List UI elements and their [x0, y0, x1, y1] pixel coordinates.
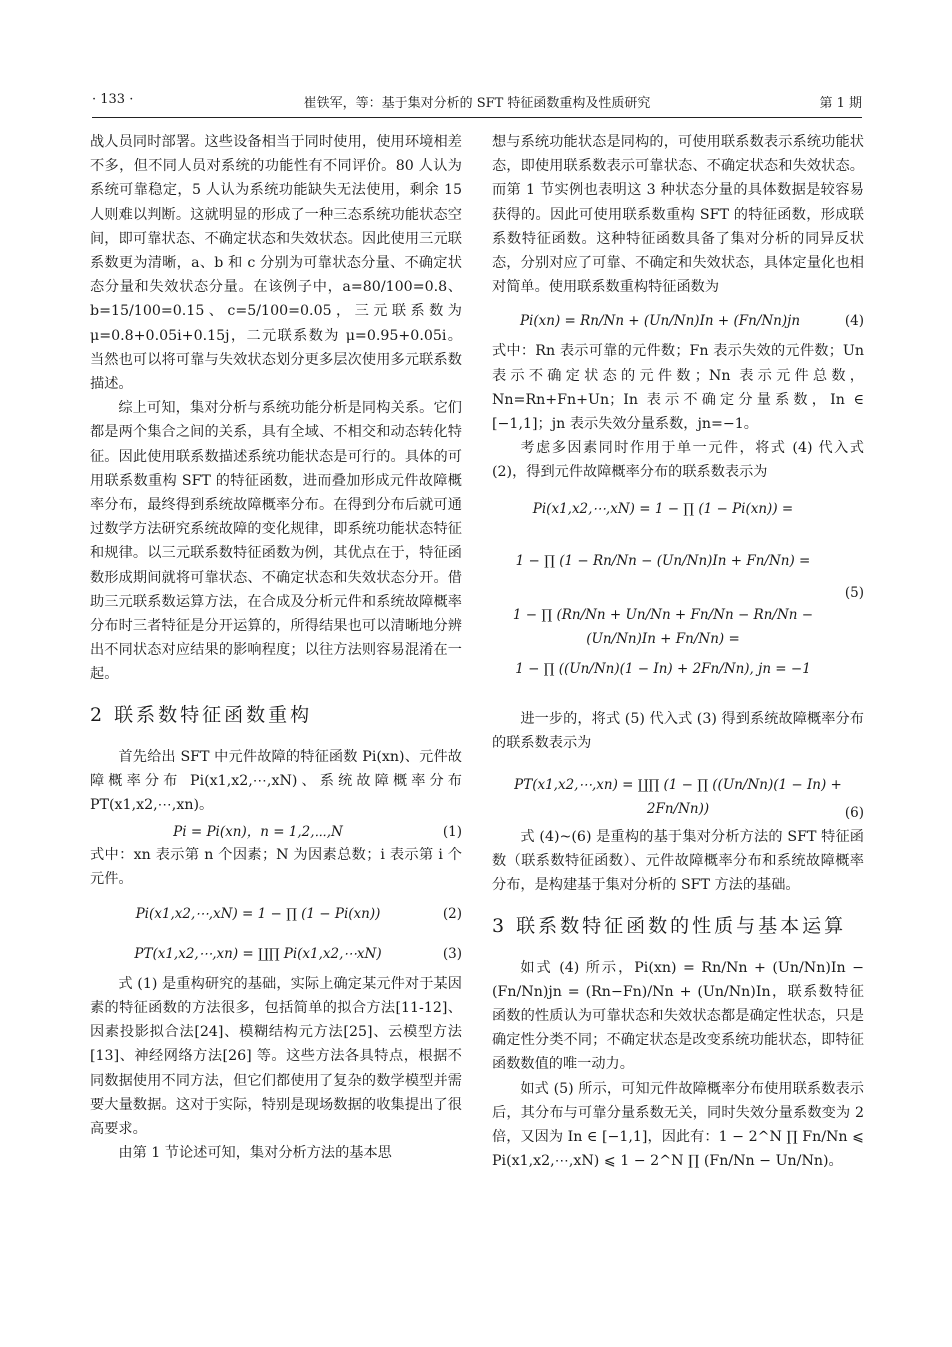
paragraph: 式中：xn 表示第 n 个因素；N 为因素总数；i 表示第 i 个元件。	[90, 847, 462, 888]
equation-line: 1 − ∏ (Rn/Nn + Un/Nn + Fn/Nn − Rn/Nn − (Un/Nn)In + Fn/Nn) =	[512, 606, 814, 647]
equation-number: (3)	[442, 945, 462, 962]
equation-6	[492, 755, 864, 825]
page-number: · 133 ·	[92, 92, 134, 107]
equation-4	[492, 299, 864, 339]
section-heading-3: 3 联系数特征函数的性质与基本运算	[492, 914, 847, 937]
equation-number: (1)	[442, 824, 462, 841]
paragraph: 战人员同时部署。这些设备相当于同时使用，使用环境相差不多，但不同人员对系统的功能性有不同评价。80 人认为系统可靠稳定，5 人认为系统功能缺失无法使用，剩余 15 人则难以判断。这就明显的形成了一种三态系统功能状态空间，即可靠状态、不确定状态和失效状态。因此使用三元联系数更为清晰，a、b 和 c 分别为可靠状态分量、不确定状态分量和失效状态分量。在该例子中，a=80/100=0.8、b=15/100=0.15、c=5/100=0.05，三元联系数为 μ=0.8+0.05i+0.15j，二元联系数为 μ=0.95+0.05i。当然也可以将可靠与失效状态划分更多层次使用多元联系数描述。	[90, 134, 462, 393]
equation-body: Pi = Pi(xn)，n = 1,2,⋯,N	[173, 824, 343, 841]
right-column	[492, 130, 864, 1173]
equation-body: PT(x1,x2,⋯,xn) = ∐∏ (1 − ∏ ((Un/Nn)(1 − In) + 2Fn/Nn))	[514, 777, 842, 818]
running-title: 崔铁军，等：基于集对分析的 SFT 特征函数重构及性质研究	[303, 96, 651, 111]
equation-body: Pi(x1,x2,⋯,xN) = 1 − ∏ (1 − Pi(xn))	[135, 905, 381, 922]
equation-line: Pi(x1,x2,⋯,xN) = 1 − ∏ (1 − Pi(xn)) =	[532, 500, 794, 517]
equation-2	[90, 892, 462, 932]
equation-number: (2)	[442, 905, 462, 922]
equation-body: Pi(xn) = Rn/Nn + (Un/Nn)In + (Fn/Nn)jn	[519, 313, 801, 330]
equation-line: 1 − ∏ (1 − Rn/Nn − (Un/Nn)In + Fn/Nn) =	[515, 552, 811, 569]
paragraph: 想与系统功能状态是同构的，可使用联系数表示系统功能状态，即使用联系数表示可靠状态、不确定状态和失效状态。而第 1 节实例也表明这 3 种状态分量的具体数据是较容易获得的。因此可使用联系数重构 SFT 的特征函数，形成联系数特征函数。这种特征函数具备了集对分析的同异反状态，分别对应了可靠、不确定和失效状态，具体定量化也相对简单。使用联系数重构特征函数为	[492, 134, 864, 296]
header-rule	[92, 117, 862, 118]
equation-3	[90, 932, 462, 972]
running-header	[92, 92, 862, 112]
equation-1	[90, 817, 462, 843]
equation-body: PT(x1,x2,⋯,xn) = ∐∏ Pi(x1,x2,⋯xN)	[134, 945, 382, 962]
paragraph: 考虑多因素同时作用于单一元件，将式 (4) 代入式 (2)，得到元件故障概率分布的联系数表示为	[492, 440, 864, 481]
paragraph: 如式 (4) 所示，Pi(xn) = Rn/Nn + (Un/Nn)In − (Fn/Nn)jn = (Rn−Fn)/Nn + (Un/Nn)In，联系数特征函数的性质认为可靠状态和失效状态都是确定性状态，只是确定性分类不同；不确定状态是改变系统功能状态，即特征函数数值的唯一动力。	[492, 959, 864, 1073]
paragraph: 式 (1) 是重构研究的基础，实际上确定某元件对于某因素的特征函数的方法很多，包括简单的拟合方法[11-12]、因素投影拟合法[24]、模糊结构元方法[25]、云模型方法[13]、神经网络方法[26] 等。这些方法各具特点，根据不同数据使用不同方法，但它们都使用了复杂的数学模型并需要大量数据。这对于实际，特别是现场数据的收集提出了很高要求。	[90, 975, 462, 1137]
equation-number: (6)	[844, 805, 864, 822]
paragraph: 式 (4)~(6) 是重构的基于集对分析方法的 SFT 特征函数（联系数特征函数）、元件故障概率分布和系统故障概率分布，是构建基于集对分析的 SFT 方法的基础。	[492, 829, 864, 894]
equation-line: 1 − ∏ ((Un/Nn)(1 − In) + 2Fn/Nn), jn = −1	[515, 660, 811, 677]
paragraph: 首先给出 SFT 中元件故障的特征函数 Pi(xn)、元件故障概率分布 Pi(x1,x2,⋯,xN)、系统故障概率分布 PT(x1,x2,⋯,xn)。	[90, 748, 462, 814]
left-column	[90, 130, 462, 1165]
equation-number: (5)	[844, 584, 864, 601]
section-heading-2: 2 联系数特征函数重构	[90, 703, 313, 726]
issue-number: 第 1 期	[819, 96, 862, 111]
equation-number: (4)	[844, 313, 864, 330]
paragraph: 式中：Rn 表示可靠的元件数；Fn 表示失效的元件数；Un 表示不确定状态的元件数；Nn 表示元件总数，Nn=Rn+Fn+Un；In 表示不确定分量系数，In ∈ [−1,1]；jn 表示失效分量系数，jn=−1。	[492, 343, 864, 433]
paragraph: 由第 1 节论述可知，集对分析方法的基本思	[118, 1145, 392, 1162]
paragraph: 进一步的，将式 (5) 代入式 (3) 得到系统故障概率分布的联系数表示为	[492, 710, 864, 751]
paragraph: 如式 (5) 所示，可知元件故障概率分布使用联系数表示后，其分布与可靠分量系数无关，同时失效分量系数变为 2 倍，又因为 In ∈ [−1,1]，因此有：1 − 2^N ∏ Fn/Nn ⩽ Pi(x1,x2,⋯,xN) ⩽ 1 − 2^N ∏ (Fn/Nn − Un/Nn)。	[492, 1080, 864, 1170]
paragraph: 综上可知，集对分析与系统功能分析是同构关系。它们都是两个集合之间的关系，具有全域、不相交和动态转化特征。因此使用联系数描述系统功能状态是可行的。具体的可用联系数重构 SFT 的特征函数，进而叠加形成元件故障概率分布，最终得到系统故障概率分布。在得到分布后就可通过数学方法研究系统故障的变化规律，即系统功能状态特征和规律。以三元联系数特征函数为例，其优点在于，特征函数形成期间就将可靠状态、不确定状态和失效状态分开。借助三元联系数运算方法，在合成及分析元件和系统故障概率分布时三者特征是分开运算的，所得结果也可以清晰地分辨出不同状态对应结果的影响程度；以往方法则容易混淆在一起。	[90, 400, 462, 683]
equation-5	[492, 485, 864, 707]
